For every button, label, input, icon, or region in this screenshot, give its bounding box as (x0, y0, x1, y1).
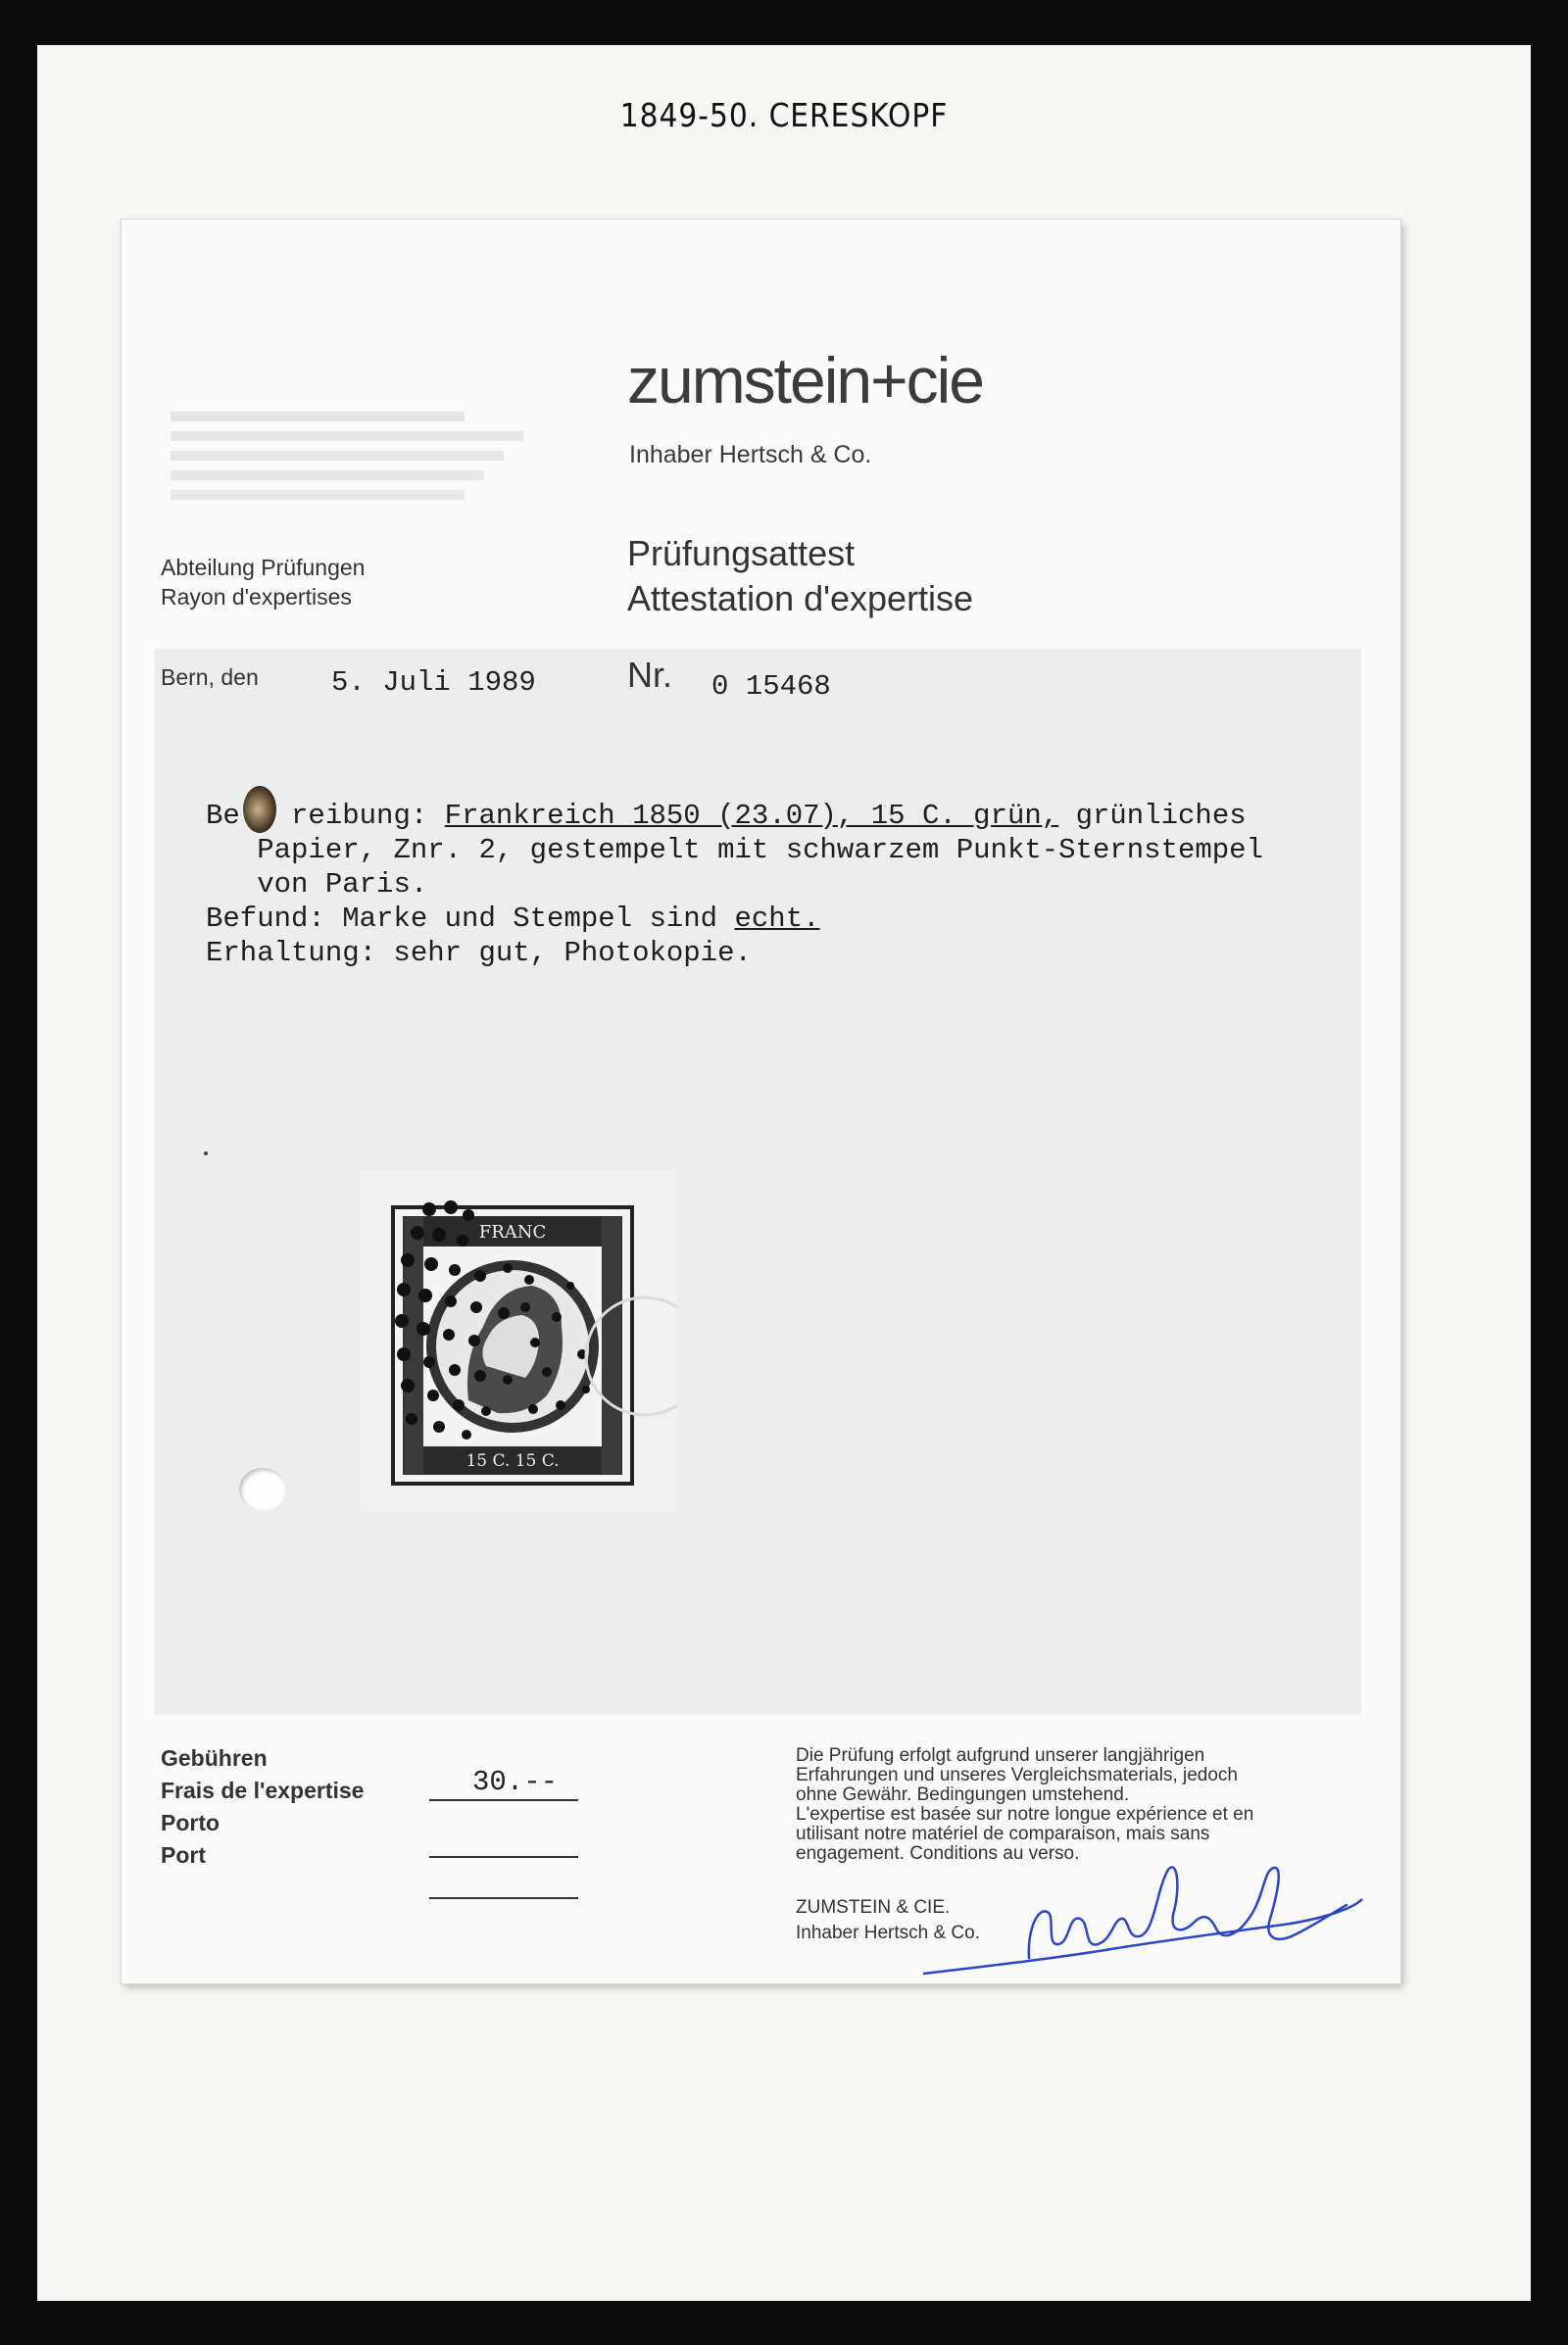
stamp-photocopy (361, 1170, 676, 1511)
title-de: Prüfungsattest (627, 533, 856, 573)
disclaimer-line: utilisant notre matériel de comparaison, mais sans (796, 1824, 1210, 1844)
firm-name: ZUMSTEIN & CIE. (796, 1897, 951, 1918)
brand-owner: Inhaber Hertsch & Co. (629, 441, 872, 468)
porto-line-2 (429, 1897, 578, 1899)
place-label: Bern, den (161, 664, 259, 690)
fee-line (429, 1799, 578, 1801)
punch-hole-bottom (239, 1468, 286, 1511)
description-prefix: Be (206, 800, 240, 832)
description-block (206, 799, 1263, 970)
dot-marker (204, 1151, 208, 1155)
department-de: Abteilung Prüfungen (161, 555, 366, 580)
description-line3: von Paris. (257, 868, 428, 901)
certificate-title (627, 531, 973, 621)
brand-logo: zumstein+cie (627, 344, 984, 416)
certificate-number: 0 15468 (711, 670, 831, 703)
stamp-bottom-text: 15 C. 15 C. (466, 1451, 560, 1471)
condition-line: Erhaltung: sehr gut, Photokopie. (206, 937, 752, 969)
album-title: 1849-50. CERESKOPF (619, 96, 949, 134)
title-fr: Attestation d'expertise (627, 578, 974, 618)
fees-block (161, 1742, 364, 1872)
disclaimer-line: Die Prüfung erfolgt aufgrund unserer langjährigen (796, 1745, 1205, 1766)
disclaimer-line: Erfahrungen und unseres Vergleichsmaterials, jedoch (796, 1765, 1238, 1785)
certificate-date: 5. Juli 1989 (331, 666, 536, 699)
firm-owner: Inhaber Hertsch & Co. (796, 1923, 980, 1943)
department (161, 553, 365, 611)
description-line2: Papier, Znr. 2, gestempelt mit schwarzem Punkt-Sternstempel (257, 834, 1263, 866)
disclaimer-line: ohne Gewähr. Bedingungen umstehend. (796, 1784, 1130, 1805)
show-through-lines (171, 412, 523, 500)
disclaimer-line: L'expertise est basée sur notre longue expérience et en (796, 1804, 1254, 1825)
porto-label-de: Porto (161, 1810, 220, 1835)
porto-label-fr: Port (161, 1842, 206, 1868)
stamp-image (361, 1170, 676, 1511)
fee-value: 30.-- (472, 1766, 559, 1798)
description-line1-rest: grünliches (1058, 800, 1247, 832)
porto-line (429, 1856, 578, 1858)
punch-hole-top (243, 786, 276, 833)
fees-label-fr: Frais de l'expertise (161, 1778, 365, 1803)
description-label: reibung: (291, 800, 445, 832)
signature (911, 1850, 1372, 1987)
certificate-sheet (122, 220, 1400, 1983)
number-label: Nr. (627, 655, 673, 695)
fees-label-de: Gebühren (161, 1745, 268, 1771)
finding-result: echt. (734, 903, 820, 935)
department-fr: Rayon d'expertises (161, 584, 352, 610)
finding-prefix: Befund: Marke und Stempel sind (206, 903, 735, 935)
stamp-top-text: FRANC (478, 1222, 547, 1243)
description-item: Frankreich 1850 (23.07), 15 C. grün, (444, 800, 1059, 832)
disclaimer (796, 1746, 1364, 1864)
disclaimer-line: engagement. Conditions au verso. (796, 1843, 1080, 1864)
